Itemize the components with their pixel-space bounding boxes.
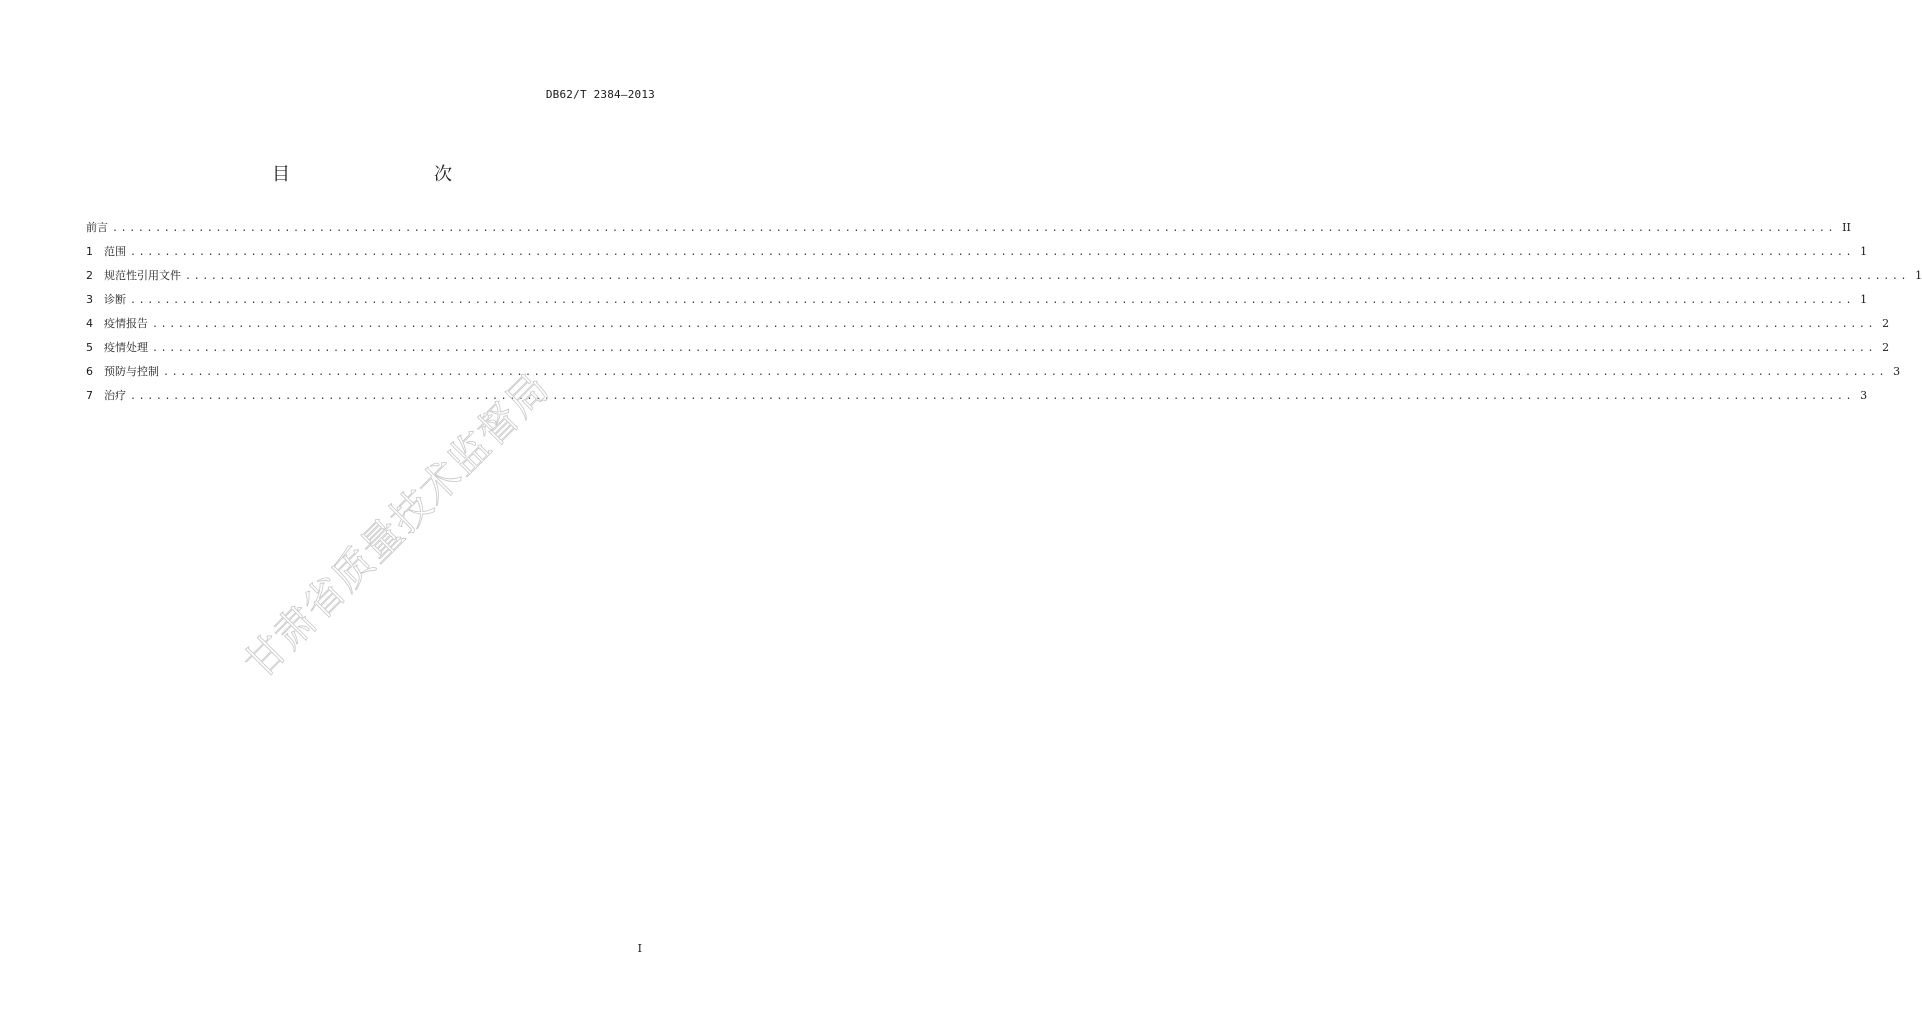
toc-entry-number: 1 <box>86 245 93 258</box>
toc-entry-label: 诊断 <box>104 293 126 306</box>
toc-entry-page: II <box>1842 221 1851 234</box>
toc-entry-page: 1 <box>1915 269 1922 282</box>
toc-entry-page: 1 <box>1860 245 1868 258</box>
page-number: I <box>637 942 642 955</box>
toc-leader-dots: ........................................................................................................................................................................................................ <box>112 223 1837 234</box>
toc-entry-epidemic-report[interactable] <box>86 312 1890 336</box>
toc-entry-scope[interactable] <box>86 240 1868 264</box>
toc-entry-label: 疫情报告 <box>104 317 148 330</box>
page-title: 目 次 <box>272 164 488 185</box>
toc-leader-dots: ........................................................................................................................................................................................................ <box>163 367 1888 378</box>
toc-leader-dots: ........................................................................................................................................................................................................ <box>130 247 1855 258</box>
toc-entry-treatment[interactable] <box>86 384 1868 408</box>
toc-entry-prevention-control[interactable] <box>86 360 1901 384</box>
toc-entry-normative-references[interactable] <box>86 264 1922 288</box>
toc-entry-number: 4 <box>86 317 93 330</box>
toc-entry-epidemic-handling[interactable] <box>86 336 1890 360</box>
toc-entry-page: 3 <box>1860 389 1868 402</box>
toc-leader-dots: ........................................................................................................................................................................................................ <box>130 295 1855 306</box>
toc-leader-dots: ........................................................................................................................................................................................................ <box>152 319 1877 330</box>
toc-entry-number: 5 <box>86 341 93 354</box>
toc-leader-dots: ........................................................................................................................................................................................................ <box>130 391 1855 402</box>
toc-entry-diagnosis[interactable] <box>86 288 1868 312</box>
toc-leader-dots: ........................................................................................................................................................................................................ <box>185 271 1910 282</box>
toc-entry-label: 预防与控制 <box>104 365 159 378</box>
toc-entry-page: 1 <box>1860 293 1868 306</box>
toc-entry-number: 2 <box>86 269 93 282</box>
toc-entry-label: 前言 <box>86 221 108 234</box>
toc-entry-label: 疫情处理 <box>104 341 148 354</box>
toc-entry-label: 范围 <box>104 245 126 258</box>
toc-leader-dots: ........................................................................................................................................................................................................ <box>152 343 1877 354</box>
toc-entry-page: 3 <box>1893 365 1901 378</box>
toc-entry-page: 2 <box>1882 317 1890 330</box>
toc-entry-label: 治疗 <box>104 389 126 402</box>
toc-entry-number: 6 <box>86 365 93 378</box>
toc-entry-label: 规范性引用文件 <box>104 269 181 282</box>
watermark-stamp: 甘肃省质量技术监督局 <box>236 364 559 688</box>
toc-entry-foreword[interactable] <box>86 216 1851 240</box>
toc-entry-number: 3 <box>86 293 93 306</box>
toc-entry-page: 2 <box>1882 341 1890 354</box>
standard-code: DB62/T 2384—2013 <box>545 88 655 101</box>
toc-entry-number: 7 <box>86 389 93 402</box>
table-of-contents <box>86 216 1922 408</box>
